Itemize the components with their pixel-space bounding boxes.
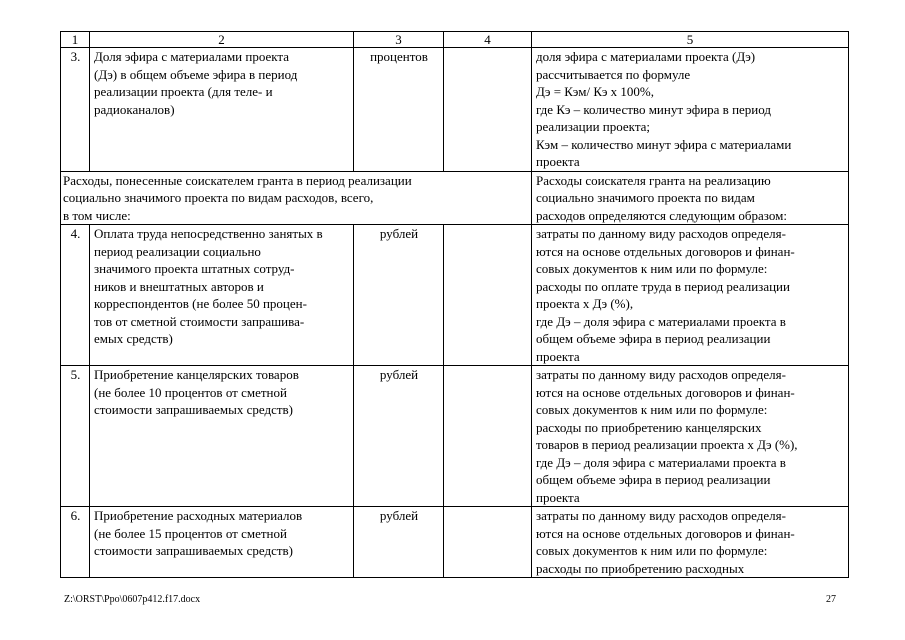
- page-number: 27: [826, 594, 836, 605]
- table-row-3: [61, 48, 849, 172]
- header-col-4: 4: [444, 32, 532, 48]
- unit-cell: рублей: [354, 366, 444, 507]
- budget-table: [60, 31, 849, 578]
- unit-cell: рублей: [354, 225, 444, 366]
- unit-cell: рублей: [354, 507, 444, 578]
- empty-cell: [444, 48, 532, 172]
- section-title-cell: Расходы, понесенные соискателем гранта в период реализации социально значимого проекта по видам расходов, всего, в том числе:: [61, 171, 532, 225]
- indicator-name: Оплата труда непосредственно занятых в период реализации социально значимого проекта штатных сотруд- ников и внештатных авторов и корреспондентов (не более 50 процен- тов от сметной стоимости запрашива- емых средств): [90, 225, 354, 366]
- table-row-5: [61, 366, 849, 507]
- row-number: 4.: [61, 225, 90, 366]
- table-row-6: [61, 507, 849, 578]
- empty-cell: [444, 225, 532, 366]
- row-number: 5.: [61, 366, 90, 507]
- header-col-3: 3: [354, 32, 444, 48]
- table-row-4: [61, 225, 849, 366]
- header-col-1: 1: [61, 32, 90, 48]
- row-number: 3.: [61, 48, 90, 172]
- table-header-row: [61, 32, 849, 48]
- header-col-2: 2: [90, 32, 354, 48]
- unit-cell: процентов: [354, 48, 444, 172]
- row-number: 6.: [61, 507, 90, 578]
- empty-cell: [444, 366, 532, 507]
- indicator-name: Приобретение расходных материалов (не более 15 процентов от сметной стоимости запрашиваемых средств): [90, 507, 354, 578]
- indicator-name: Доля эфира с материалами проекта (Дэ) в общем объеме эфира в период реализации проекта (для теле- и радиоканалов): [90, 48, 354, 172]
- section-row: [61, 171, 849, 225]
- description-cell: затраты по данному виду расходов определя- ются на основе отдельных договоров и финан- совых документов к ним или по формуле: расходы по приобретению расходных: [532, 507, 849, 578]
- header-col-5: 5: [532, 32, 849, 48]
- description-cell: доля эфира с материалами проекта (Дэ) рассчитывается по формуле Дэ = Кэм/ Кэ х 100%, где Кэ – количество минут эфира в период реализации проекта; Кэм – количество минут эфира с материалами проекта: [532, 48, 849, 172]
- indicator-name: Приобретение канцелярских товаров (не более 10 процентов от сметной стоимости запрашиваемых средств): [90, 366, 354, 507]
- section-description-cell: Расходы соискателя гранта на реализацию социально значимого проекта по видам расходов определяются следующим образом:: [532, 171, 849, 225]
- description-cell: затраты по данному виду расходов определя- ются на основе отдельных договоров и финан- совых документов к ним или по формуле: расходы по оплате труда в период реализации проекта х Дэ (%), где Дэ – доля эфира с материалами проекта в общем объеме эфира в период реализации проекта: [532, 225, 849, 366]
- description-cell: затраты по данному виду расходов определя- ются на основе отдельных договоров и финан- совых документов к ним или по формуле: расходы по приобретению канцелярских товаров в период реализации проекта х Дэ (%), где Дэ – доля эфира с материалами проекта в общем объеме эфира в период реализации проекта: [532, 366, 849, 507]
- empty-cell: [444, 507, 532, 578]
- file-path: Z:\ORST\Ppo\0607p412.f17.docx: [64, 594, 201, 605]
